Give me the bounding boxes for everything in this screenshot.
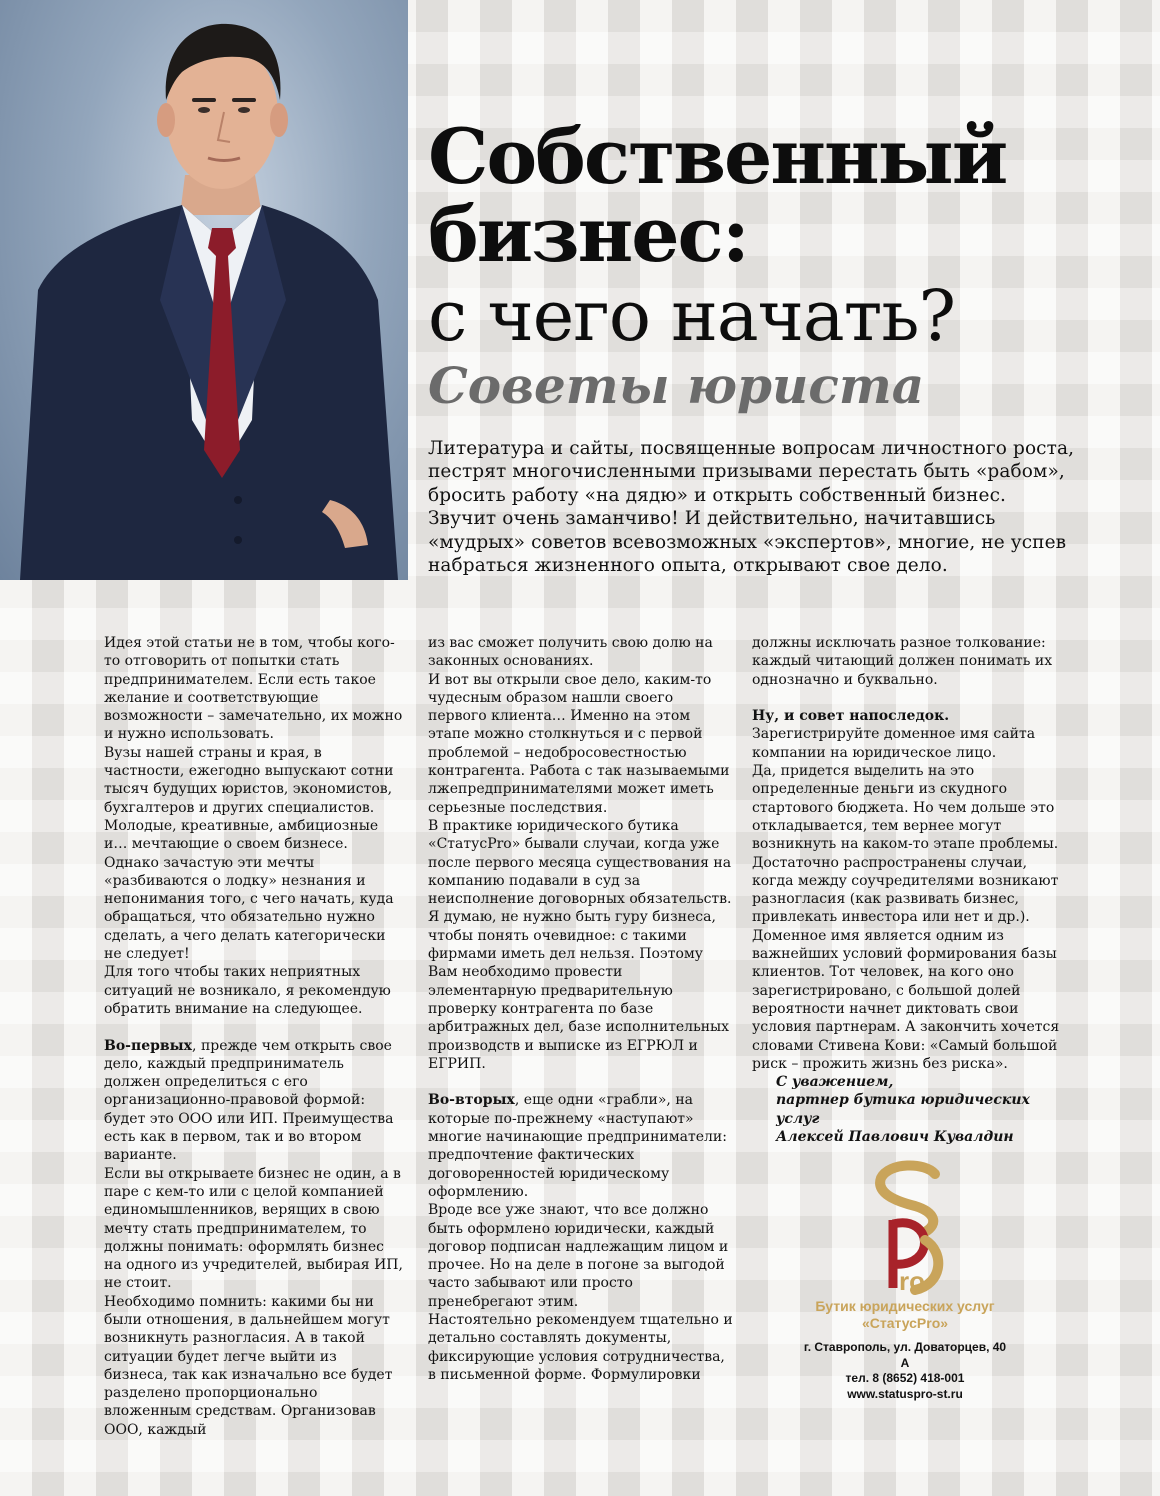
paragraph: Да, придется выделить на это определенные деньги из скудного стартового бюджета. Но чем дольше это откладывается, тем вернее могут возникнуть на каком-то этапе проблемы. Достаточно распространены случаи, когда между соучредителями возникают разногласия (как развивать бизнес, привлекать инвестора или нет и др.). Доменное имя является одним из важнейших условий формирования базы клиентов. Тот человек, на кого оно зарегистрировано, с большой долей вероятности начнет диктовать свои условия партнерам. А закончить хочется словами Стивена Кови: «Самый большой риск – прожить жизнь без риска».: [752, 763, 1060, 1072]
paragraph: [104, 1037, 404, 1165]
signature-line-2: партнер бутика юридических услуг: [776, 1092, 1030, 1127]
paragraph: Для того чтобы таких неприятных ситуаций не возникало, я рекомендую обратить внимание на следующее.: [104, 964, 391, 1017]
paragraph-heading: [752, 707, 1060, 725]
author-photo: [0, 0, 408, 580]
paragraph: Вроде все уже знают, что все должно быть оформлено юридически, каждый договор подписан надлежащим лицом и прочее. Но на деле в погоне за выгодой часто забывают или просто пренебрегают этим.: [428, 1202, 729, 1310]
company-phone: тел. 8 (8652) 418-001: [845, 1371, 965, 1385]
company-name-line-1: Бутик юридических услуг: [815, 1298, 995, 1314]
article-column-2: [428, 634, 733, 1384]
paragraph-lead-bold: Во-вторых: [428, 1092, 515, 1109]
article-column-1: [104, 634, 404, 1439]
paragraph: Вузы нашей страны и края, в частности, ежегодно выпускают сотни тысяч будущих юристов, экономистов, бухгалтеров и других специалистов. Молодые, креативные, амбициозные и… мечтающие о своем бизнесе. Однако зачастую эти мечты «разбиваются о лодку» незнания и непонимания того, с чего начать, куда обращаться, что обязательно нужно сделать, а чего делать категорически не следует!: [104, 744, 394, 963]
logo-mark-text: ro: [899, 1266, 925, 1296]
paragraph: Зарегистрируйте доменное имя сайта компании на юридическое лицо.: [752, 726, 1036, 761]
headline-line-2: бизнес:: [428, 190, 748, 279]
final-advice-heading: Ну, и совет напоследок.: [752, 708, 950, 725]
paragraph: Если вы открываете бизнес не один, а в паре с кем-то или с целой компанией единомышленников, верящих в свою мечту стать предпринимателем, то должны понимать: оформлять бизнес на одного из учредителей, выбирая ИП, не стоит.: [104, 1165, 403, 1292]
paragraph-spacer: [104, 1018, 404, 1036]
paragraph-spacer: [752, 689, 1060, 707]
paragraph: [428, 1091, 733, 1201]
paragraph: из вас сможет получить свою долю на законных основаниях.: [428, 635, 713, 670]
paragraph-lead-bold: Во-первых: [104, 1037, 193, 1054]
company-website: www.statuspro-st.ru: [847, 1386, 963, 1401]
company-address: г. Ставрополь, ул. Доваторцев, 40 А: [803, 1340, 1007, 1370]
article-headline: [428, 112, 1148, 416]
paragraph: Идея этой статьи не в том, чтобы кого-то отговорить от попытки стать предпринимателем. Если есть такое желание и соответствующие возможности – замечательно, их можно и нужно использовать.: [104, 635, 403, 743]
portrait-illustration: [0, 0, 408, 580]
lead-paragraph: Литература и сайты, посвященные вопросам личностного роста, пестрят многочисленными призывами перестать быть «рабом», бросить работу «на дядю» и открыть собственный бизнес. Звучит очень заманчиво! И действительно, начитавшись «мудрых» советов всевозможных «экспертов», многие, не успев набраться жизненного опыта, открывают свое дело.: [428, 437, 1075, 576]
paragraph: В практике юридического бутика «СтатусPro» бывали случаи, когда уже после первого месяца существования на компанию подавали в суд за неисполнение договорных обязательств. Я думаю, не нужно быть гуру бизнеса, чтобы понять очевидное: с такими фирмами иметь дел нельзя. Поэтому Вам необходимо провести элементарную предварительную проверку контрагента по базе арбитражных дел, базе исполнительных производств и выписке из ЕГРЮЛ и ЕГРИП.: [428, 817, 732, 1072]
headline-line-3: с чего начать?: [428, 275, 955, 357]
paragraph-spacer: [428, 1073, 733, 1091]
paragraph: Необходимо помнить: какими бы ни были отношения, в дальнейшем могут возникнуть разногласия. А в такой ситуации будет легче выйти из бизнеса, так как изначально все будет разделено пропорционально вложенным средствам. Организовав ООО, каждый: [104, 1293, 393, 1438]
paragraph-text: , еще одни «грабли», на которые по-прежнему «наступают» многие начинающие предприниматели: предпочтение фактических договоренностей юридическому оформлению.: [428, 1092, 727, 1200]
headline-line-1: Собственный: [428, 112, 1007, 201]
company-name-line-2: «СтатусPro»: [861, 1315, 949, 1331]
paragraph: должны исключать разное толкование: каждый читающий должен понимать их однозначно и буквально.: [752, 635, 1053, 688]
signature-line-1: С уважением,: [776, 1074, 894, 1091]
company-logo-block: [800, 1160, 1010, 1400]
signature-author-name: Алексей Павлович Кувалдин: [776, 1129, 1014, 1146]
paragraph: И вот вы открыли свое дело, каким-то чудесным образом нашли своего первого клиента… Именно на этом этапе можно столкнуться и с первой проблемой – недобросовестностью контрагента. Работа с так называемыми лжепредпринимателями может иметь серьезные последствия.: [428, 671, 730, 816]
article-column-3: [752, 634, 1060, 1146]
paragraph-text: , прежде чем открыть свое дело, каждый предприниматель должен определиться с его организационно-правовой формой: будет это ООО или ИП. Преимущества есть как в первом, так и во втором варианте.: [104, 1037, 394, 1164]
headline-subtitle: Советы юриста: [428, 356, 925, 415]
statuspro-logo-icon: [855, 1160, 955, 1298]
paragraph: Настоятельно рекомендуем тщательно и детально составлять документы, фиксирующие условия сотрудничества, в письменной форме. Формулировки: [428, 1311, 733, 1383]
